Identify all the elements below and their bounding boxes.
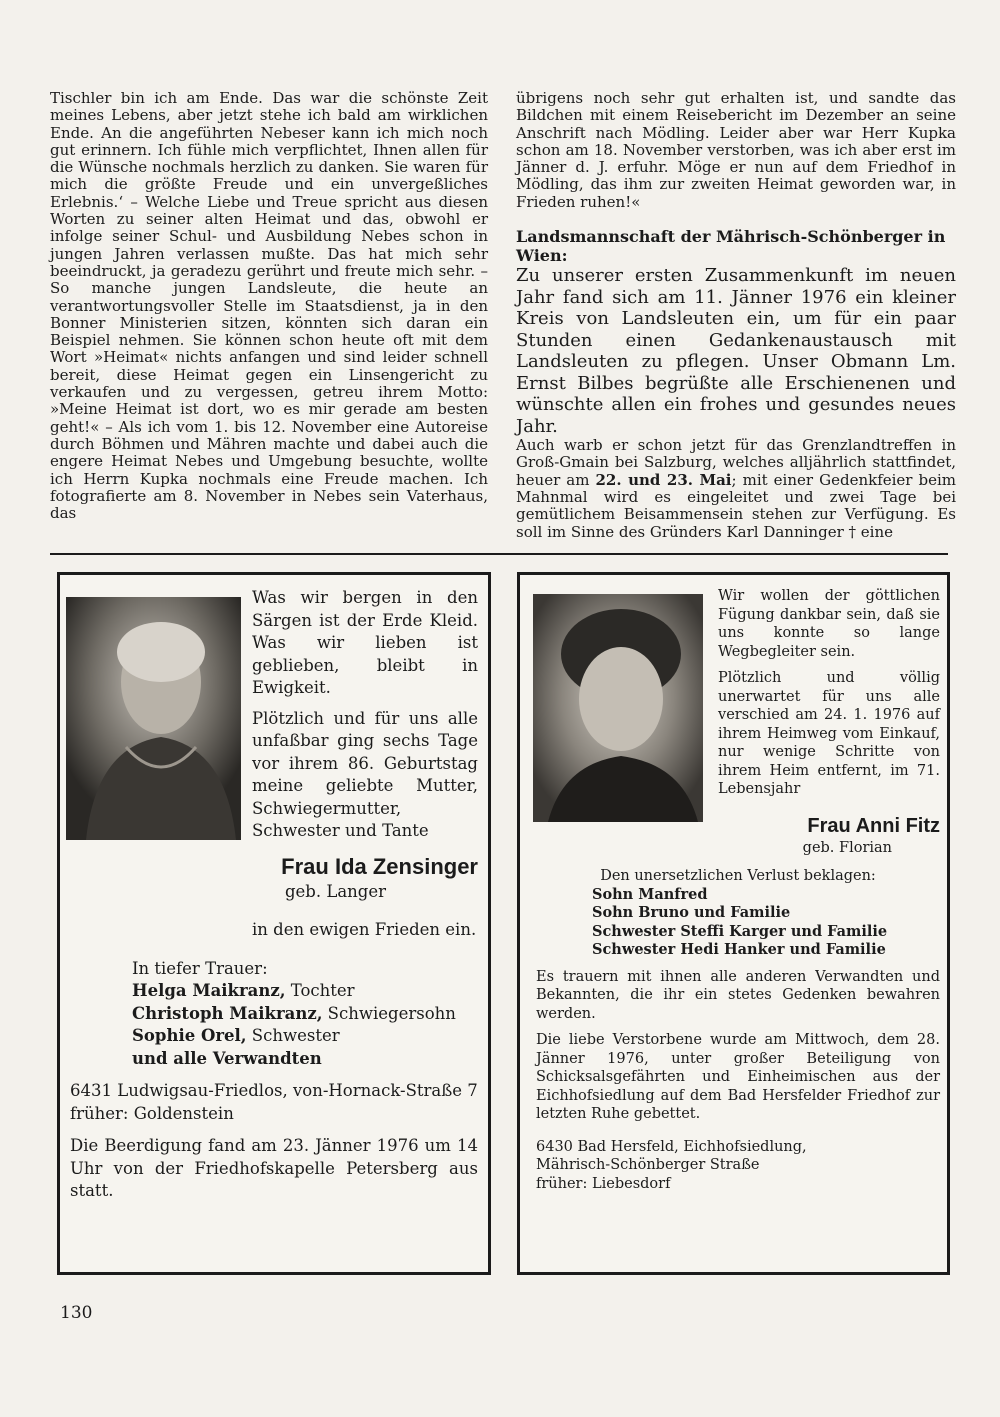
peace-line: in den ewigen Frieden ein. xyxy=(252,920,477,939)
mourning-heading: Den unersetzlichen Verlust beklagen: xyxy=(600,868,876,884)
deceased-name: Frau Ida Zensinger xyxy=(281,853,478,879)
burial-info: Die Beerdigung fand am 23. Jänner 1976 um 14 Uhr von der Friedhofskapelle Petersberg aus statt. xyxy=(70,1136,478,1200)
deceased-name: Frau Anni Fitz xyxy=(807,814,940,837)
mourner-3: Sophie Orel, Schwester xyxy=(132,1026,340,1045)
former-residence: früher: Liebesdorf xyxy=(536,1175,671,1192)
section-heading: Landsmannschaft der Mährisch-Schönberger in Wien: xyxy=(516,227,946,266)
maiden-name: geb. Langer xyxy=(284,881,386,901)
right-column-paragraph-2 xyxy=(516,437,956,541)
notice-text-fitz xyxy=(536,587,940,1193)
mourner-4: und alle Verwandten xyxy=(132,1048,322,1068)
address-line-2: Mährisch-Schönberger Straße xyxy=(536,1157,760,1173)
right-column-paragraph-1: übrigens noch sehr gut erhalten ist, und sandte das Bildchen mit einem Reisebericht im Dezember an seine Anschrift nach Mödling. Leider aber war Herr Kupka schon am 18. November verstorben, was ich aber erst im Jänner d. J. erfuhr. Möge er nun auf dem Friedhof in Mödling, das ihm zur zweiten Heimat geworden war, in Frieden ruhen!« xyxy=(516,89,956,211)
mourners-list xyxy=(536,886,940,960)
notice-verse: Wir wollen der göttlichen Fügung dankbar sein, daß sie uns konnte so lange Wegbegleiter sein. xyxy=(718,588,940,660)
maiden-name: geb. Florian xyxy=(802,839,892,856)
notice-verse: Was wir bergen in den Särgen ist der Erde Kleid. Was wir lieben ist geblieben, bleibt in Ewigkeit. xyxy=(252,588,478,697)
obituary-notice-zensinger xyxy=(57,572,491,1275)
page-number: 130 xyxy=(60,1303,93,1323)
notice-announcement: Plötzlich und für uns alle unfaßbar ging sechs Tage vor ihrem 86. Geburtstag meine geliebte Mutter, Schwiegermutter, Schwester und Tante xyxy=(252,708,478,840)
burial-info: Die liebe Verstorbene wurde am Mittwoch, dem 28. Jänner 1976, unter großer Beteiligung von Schicksalsgefährten und Einheimischen aus der Eichhofsiedlung auf dem Bad Hersfelder Friedhof zur letzten Ruhe gebettet. xyxy=(536,1032,940,1122)
event-dates: 22. und 23. Mai xyxy=(595,470,732,489)
mourner-1: Sohn Manfred xyxy=(592,885,708,903)
mourner-2: Sohn Bruno und Familie xyxy=(592,904,791,921)
mourner-1: Helga Maikranz, Tochter xyxy=(132,981,355,1000)
notice-announcement: Plötzlich und völlig unerwartet für uns alle verschied am 24. 1. 1976 auf ihrem Heimweg vom Einkauf, nur wenige Schritte von ihrem Heim entfernt, im 71. Lebensjahr xyxy=(718,670,940,797)
obituary-notice-fitz xyxy=(517,572,950,1275)
former-residence: früher: Goldenstein xyxy=(70,1103,234,1123)
mourner-3: Schwester Steffi Karger und Familie xyxy=(592,922,888,940)
notice-text-zensinger xyxy=(70,587,478,1203)
section-divider xyxy=(50,553,948,555)
address: 6431 Ludwigsau-Friedlos, von-Hornack-Straße 7 xyxy=(70,1081,478,1100)
p2-text-end: ; mit einer Gedenkfeier beim Mahnmal wird es eingeleitet und zwei Tage bei gemütlichem Beisammensein stehen zur Verfügung. Es soll im Sinne des Gründers Karl Danninger † eine xyxy=(516,470,957,541)
mourning-heading: In tiefer Trauer: xyxy=(132,958,268,978)
left-column-paragraph: Tischler bin ich am Ende. Das war die schönste Zeit meines Lebens, aber jetzt stehe ich bald am wirklichen Ende. An die angeführten Nebeser kann ich mich noch gut erinnern. Ich fühle mich verpflichtet, Ihnen allen für die Wünsche nochmals herzlich zu danken. Sie waren für mich die größte Freude und ein unvergeßliches Erlebnis.‘ – Welche Liebe und Treue spricht aus diesen Worten zu seiner alten Heimat und das, obwohl er infolge seiner Schul- und Ausbildung Nebes schon in jungen Jahren verlassen mußte. Das hat mich sehr beeindruckt, ja geradezu gerührt und freute mich sehr. – So manche jungen Landsleute, die heute an verantwortungsvoller Stelle im Staatsdienst, ja in den Bonner Ministerien sitzen, könnten sich daran ein Beispiel nehmen. Sie können schon heute oft mit dem Wort »Heimat« nichts anfangen und sind leider schnell bereit, diese Heimat gegen ein Linsengericht zu verkaufen und zu vergessen, getreu ihrem Motto: »Meine Heimat ist dort, wo es mir gerade am besten geht!« – Als ich vom 1. bis 12. November eine Autoreise durch Böhmen und Mähren machte und dabei auch die engere Heimat Nebes und Umgebung besuchte, wollte ich Herrn Kupka nochmals eine Freude machen. Ich fotografierte am 8. November in Nebes sein Vaterhaus, das xyxy=(50,89,488,523)
other-mourners: Es trauern mit ihnen alle anderen Verwandten und Bekannten, die ihr ein stetes Gedenken bewahren werden. xyxy=(536,968,940,1022)
mourner-2: Christoph Maikranz, Schwiegersohn xyxy=(132,1003,456,1023)
mourner-4: Schwester Hedi Hanker und Familie xyxy=(592,941,886,958)
lead-paragraph: Zu unserer ersten Zusammenkunft im neuen Jahr fand sich am 11. Jänner 1976 ein kleiner Kreis von Landsleuten ein, um für ein paar Stunden einen Gedankenaustausch mit Landsleuten zu pflegen. Unser Obmann Lm. Ernst Bilbes begrüßte alle Erschienenen und wünschte allen ein frohes und gesundes neues Jahr. xyxy=(516,265,956,437)
right-column xyxy=(516,90,956,541)
left-column xyxy=(50,90,488,522)
address-line-1: 6430 Bad Hersfeld, Eichhofsiedlung, xyxy=(536,1138,807,1155)
mourners-list xyxy=(70,980,478,1070)
p2-text-start: Auch warb er schon jetzt für das Grenzlandtreffen in Groß-Gmain bei Salzburg, welches alljährlich stattfindet, heuer am xyxy=(516,436,956,489)
